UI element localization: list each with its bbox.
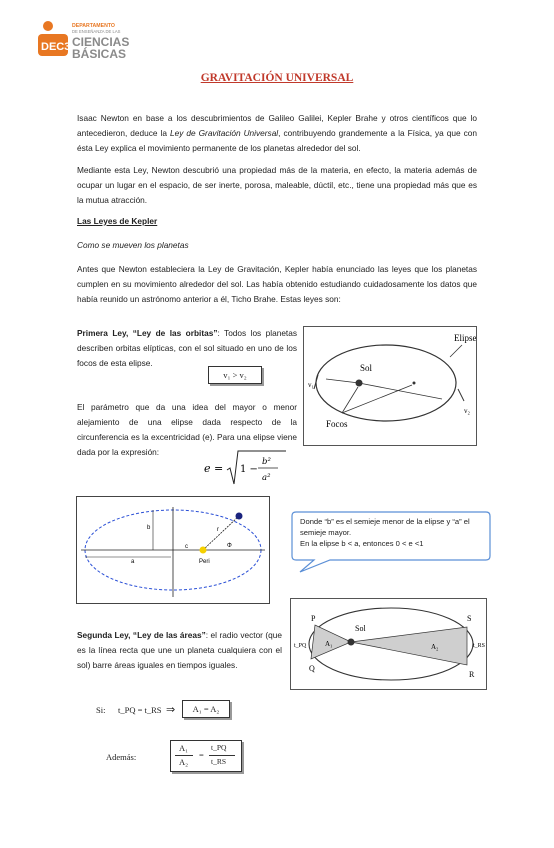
- a2-label: A₂: [431, 643, 439, 651]
- ratio-left-bar: [175, 755, 193, 756]
- r-point-label: R: [469, 670, 475, 679]
- callout-line2: En la elipse b < a, entonces 0 < e <1: [300, 539, 424, 548]
- areas-condition: [96, 700, 266, 724]
- eq-num: b²: [262, 457, 271, 467]
- elliptic-orbit-icon: [304, 327, 476, 445]
- kepler-heading: Las Leyes de Kepler: [77, 216, 158, 226]
- v2-label: v₂: [464, 407, 470, 415]
- logo-mark-text: DEC3: [41, 41, 71, 53]
- second-law-label: Segunda Ley, “Ley de las áreas”: [77, 630, 206, 640]
- page-title: GRAVITACIÓN UNIVERSAL: [200, 72, 354, 84]
- first-law-label: Primera Ley, “Ley de las orbitas”: [77, 328, 218, 338]
- second-law-paragraph: [77, 628, 282, 673]
- elipse-label: Elipse: [454, 333, 476, 343]
- department-logo: [38, 18, 134, 70]
- tpq-label: t_PQ: [294, 643, 307, 649]
- intro-text-a: Isaac Newton en base a los descubrimientos de Galileo Galilei, Kepler Brahe y otros científicos que lo antecedieron, deduce la: [77, 113, 477, 138]
- logo-mark-icon: [38, 18, 138, 72]
- trs-label: t_RS: [473, 643, 486, 649]
- ellipse-parameters-figure: [76, 496, 270, 604]
- intro-paragraph-1: [77, 111, 477, 156]
- r-label: r: [217, 527, 219, 533]
- equals-sign: =: [199, 750, 204, 760]
- logo-line4: BÁSICAS: [72, 47, 127, 61]
- logo-line3: CIENCIAS: [72, 35, 130, 49]
- areas-orbit-icon: [291, 599, 486, 689]
- areas-ratio: [106, 740, 266, 776]
- first-law-text: : Todos los planetas describen orbitas elípticas, con el sol situado en uno de los focos de esta elipse.: [77, 328, 297, 368]
- first-law-paragraph: [77, 326, 297, 371]
- a-label: a: [131, 559, 135, 565]
- callout-line1: Donde “b” es el semieje menor de la elipse y “a” el semieje mayor.: [300, 517, 470, 537]
- q-label: Q: [309, 664, 315, 673]
- ratio-right-den: t_RS: [211, 757, 227, 766]
- ratio-left-den: A₂: [179, 757, 189, 767]
- eq-lhs: e =: [204, 462, 224, 475]
- v1-label: v₁: [308, 381, 314, 389]
- logo-line1: DEPARTAMENTO: [72, 23, 115, 29]
- areas-sol-label: Sol: [355, 624, 366, 633]
- orbit-figure: [303, 326, 477, 446]
- ellipse-axes-icon: [77, 497, 269, 603]
- implies-icon: ⇒: [166, 704, 176, 716]
- ratio-left-num: A₁: [179, 743, 189, 753]
- velocity-formula-box: v₁ > v₂: [208, 366, 262, 384]
- ademas-label: Además:: [106, 752, 137, 762]
- focos-label: Focos: [326, 419, 348, 429]
- si-condition: t_PQ = t_RS: [118, 705, 162, 715]
- b-label: b: [147, 525, 151, 531]
- a1-label: A₁: [325, 640, 333, 648]
- c-label: c: [185, 544, 188, 550]
- intro-paragraph-2: Mediante esta Ley, Newton descubrió una propiedad más de la materia, en efecto, la materia además de ocupar un lugar en el espacio, de ser inerte, porosa, maleable, dúctil, etc., tiene una propiedad más que es la mutua atracción.: [77, 165, 477, 205]
- areas-figure: [290, 598, 487, 690]
- ratio-right-num: t_PQ: [211, 743, 227, 752]
- sol-label: Sol: [360, 363, 373, 373]
- logo-line2: DE ENSEÑANZA DE LAS: [72, 29, 121, 34]
- theta-label: Φ: [227, 543, 232, 549]
- kepler-paragraph: Antes que Newton estableciera la Ley de Gravitación, Kepler había enunciado las leyes que los planetas cumplen en su movimiento alrededor del sol. Las había obtenido estudiando cuidadosamente los datos que había reunido un astrónomo anterior a él, Ticho Brahe. Estas leyes son:: [77, 264, 477, 304]
- s-label: S: [467, 614, 472, 623]
- law-name: Ley de Gravitación Universal: [169, 128, 279, 138]
- p-label: P: [311, 614, 316, 623]
- areas-equal-box: A₁ = A₂: [182, 700, 230, 718]
- eccentricity-callout: [290, 508, 492, 572]
- peri-label: Peri: [199, 559, 210, 565]
- eq-one: 1 −: [240, 464, 258, 475]
- ratio-box: [170, 740, 242, 772]
- callout-text: [300, 516, 486, 549]
- second-law-text: : el radio vector (que es la línea recta que une un planeta cualquiera con el sol) barre áreas iguales en tiempos iguales.: [77, 630, 282, 670]
- kepler-subheading: Como se mueven los planetas: [77, 240, 189, 250]
- si-label: Si:: [96, 705, 106, 715]
- ratio-right-bar: [209, 755, 235, 756]
- eccentricity-equation: [200, 448, 290, 488]
- eq-den: a²: [262, 473, 271, 483]
- sqrt-icon: [200, 448, 290, 488]
- eccentricity-paragraph: El parámetro que da una idea del mayor o menor alejamiento de una elipse dada respecto de la circunferencia es la excentricidad (e). Para una elipse viene dada por la expresión:: [77, 402, 297, 457]
- intro-text-b: , contribuyendo grandemente a la Física, ya que con ésta Ley explica el movimiento permanente de los planetas alrededor del sol.: [77, 128, 477, 153]
